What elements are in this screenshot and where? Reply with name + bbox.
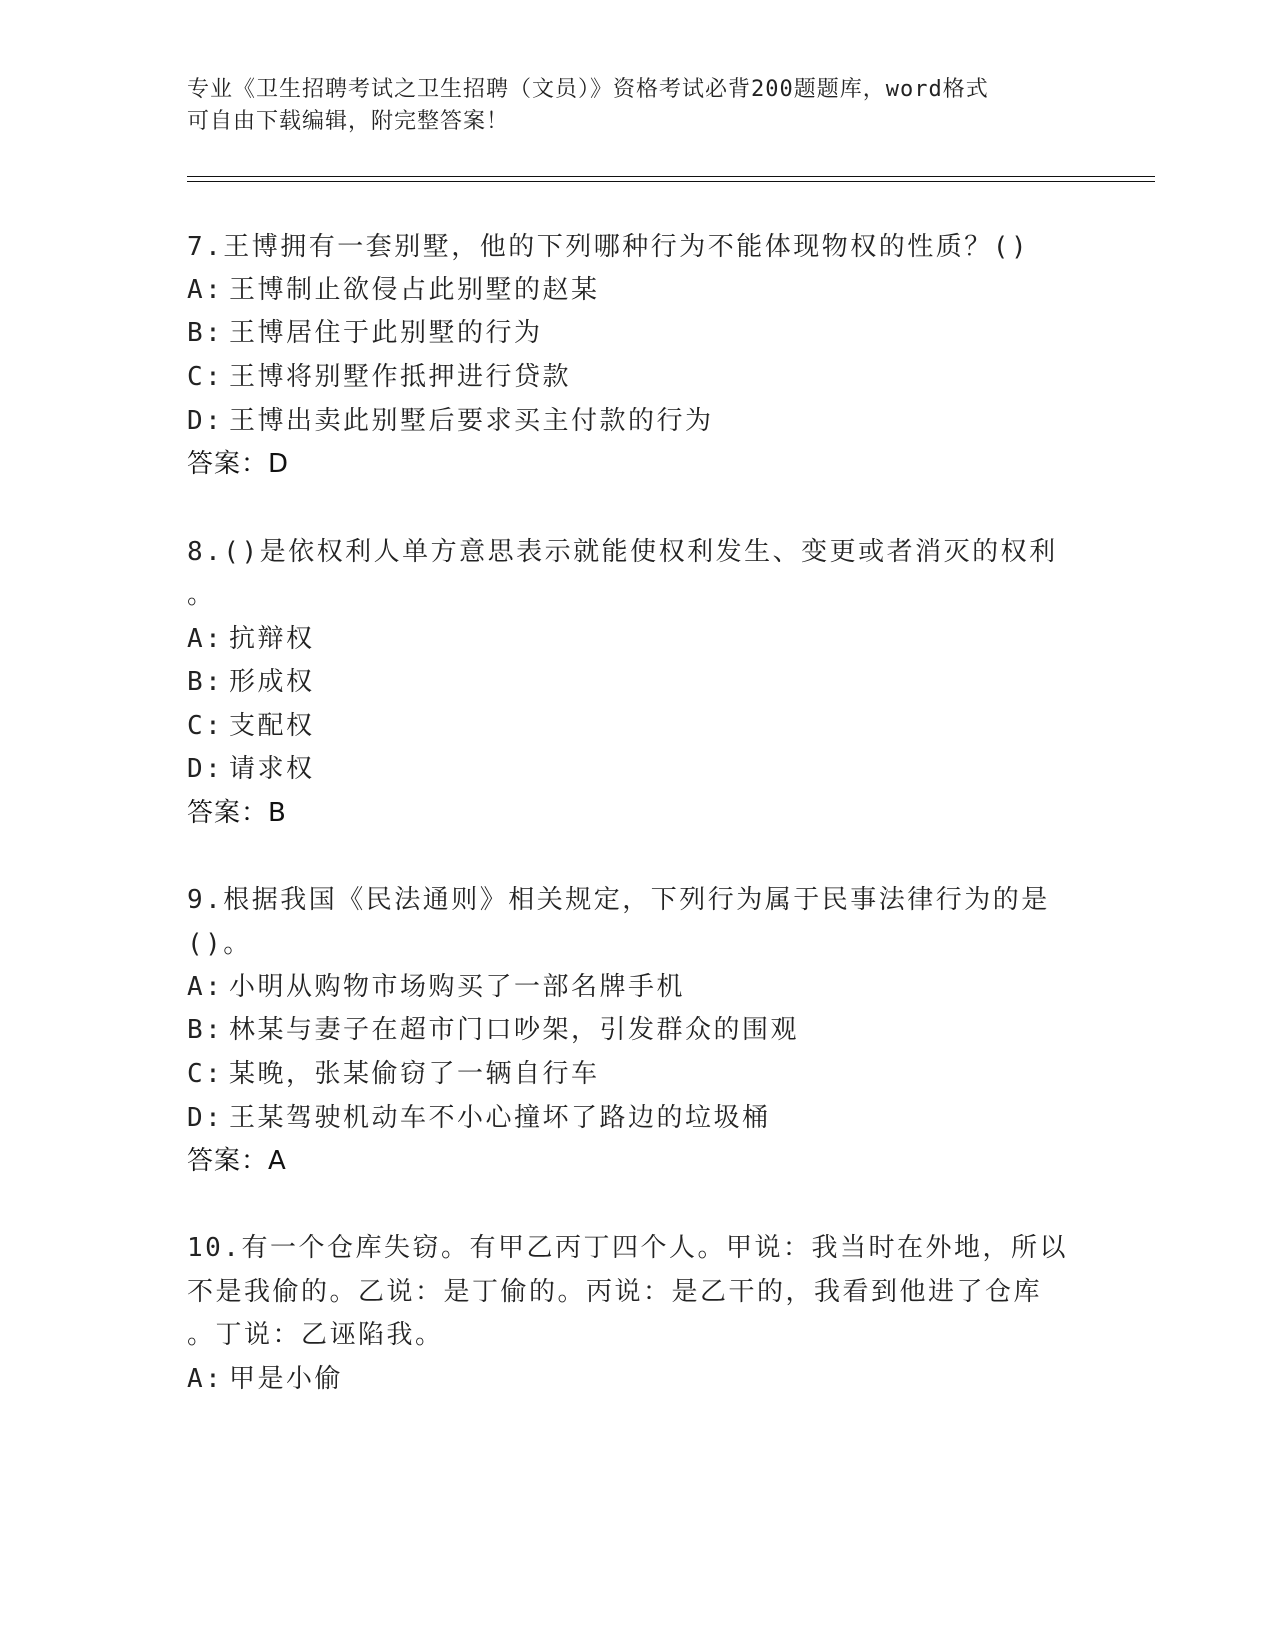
option-text: 某晚，张某偷窃了一辆自行车 bbox=[229, 1059, 600, 1089]
document-header bbox=[187, 74, 1067, 138]
option-letter: A: bbox=[187, 624, 224, 654]
option-text: 王博将别墅作抵押进行贷款 bbox=[229, 362, 572, 392]
option-text: 请求权 bbox=[229, 754, 315, 784]
option-text: 林某与妻子在超市门口吵架，引发群众的围观 bbox=[229, 1015, 800, 1045]
option-letter: C: bbox=[187, 1059, 224, 1089]
option-text: 支配权 bbox=[229, 711, 315, 741]
header-line-1: 专业《卫生招聘考试之卫生招聘（文员）》资格考试必背200题题库，word格式 bbox=[187, 77, 989, 102]
question-8-text-line-2: 。 bbox=[187, 580, 216, 610]
option-letter: D: bbox=[187, 406, 224, 436]
question-10-option-a bbox=[187, 1362, 343, 1396]
question-10-text-line-1: 10.有一个仓库失窃。有甲乙丙丁四个人。甲说：我当时在外地，所以 bbox=[187, 1233, 1068, 1263]
question-7-answer: 答案：D bbox=[187, 449, 290, 479]
question-9-option-d bbox=[187, 1101, 771, 1135]
option-text: 小明从购物市场购买了一部名牌手机 bbox=[229, 972, 686, 1002]
question-7-option-c bbox=[187, 360, 571, 394]
question-7-option-d bbox=[187, 404, 714, 438]
question-9-text-line-2: ()。 bbox=[187, 929, 252, 959]
option-letter: C: bbox=[187, 362, 224, 392]
question-8-text-line-1: 8.()是依权利人单方意思表示就能使权利发生、变更或者消灭的权利 bbox=[187, 537, 1058, 567]
option-letter: D: bbox=[187, 1103, 224, 1133]
option-letter: B: bbox=[187, 667, 224, 697]
question-8-option-c bbox=[187, 709, 315, 743]
question-8-option-a bbox=[187, 622, 315, 656]
option-text: 抗辩权 bbox=[229, 624, 315, 654]
question-8-option-b bbox=[187, 665, 315, 699]
option-text: 王博制止欲侵占此别墅的赵某 bbox=[229, 275, 600, 305]
option-text: 形成权 bbox=[229, 667, 315, 697]
question-10-text-line-3: 。丁说：乙诬陷我。 bbox=[187, 1320, 444, 1350]
header-divider-top bbox=[187, 176, 1155, 177]
option-letter: B: bbox=[187, 1015, 224, 1045]
question-9-option-a bbox=[187, 970, 685, 1004]
question-7-option-a bbox=[187, 273, 600, 307]
question-9-option-b bbox=[187, 1013, 799, 1047]
option-letter: D: bbox=[187, 754, 224, 784]
question-10-text-line-2: 不是我偷的。乙说：是丁偷的。丙说：是乙干的，我看到他进了仓库 bbox=[187, 1277, 1043, 1307]
option-text: 王博出卖此别墅后要求买主付款的行为 bbox=[229, 406, 714, 436]
question-9-option-c bbox=[187, 1057, 600, 1091]
question-9-text-line-1: 9.根据我国《民法通则》相关规定，下列行为属于民事法律行为的是 bbox=[187, 885, 1050, 915]
option-letter: A: bbox=[187, 972, 224, 1002]
question-9-answer: 答案：A bbox=[187, 1146, 287, 1176]
question-8-option-d bbox=[187, 752, 315, 786]
header-divider-bottom bbox=[187, 181, 1155, 182]
option-letter: C: bbox=[187, 711, 224, 741]
question-7-text: 7.王博拥有一套别墅，他的下列哪种行为不能体现物权的性质？() bbox=[187, 232, 1030, 262]
option-letter: A: bbox=[187, 1364, 224, 1394]
option-text: 王博居住于此别墅的行为 bbox=[229, 318, 543, 348]
question-7-option-b bbox=[187, 316, 543, 350]
option-letter: B: bbox=[187, 318, 224, 348]
question-8-answer: 答案：B bbox=[187, 798, 287, 828]
option-text: 甲是小偷 bbox=[229, 1364, 344, 1394]
header-line-2: 可自由下载编辑，附完整答案！ bbox=[187, 109, 510, 134]
option-text: 王某驾驶机动车不小心撞坏了路边的垃圾桶 bbox=[229, 1103, 771, 1133]
option-letter: A: bbox=[187, 275, 224, 305]
